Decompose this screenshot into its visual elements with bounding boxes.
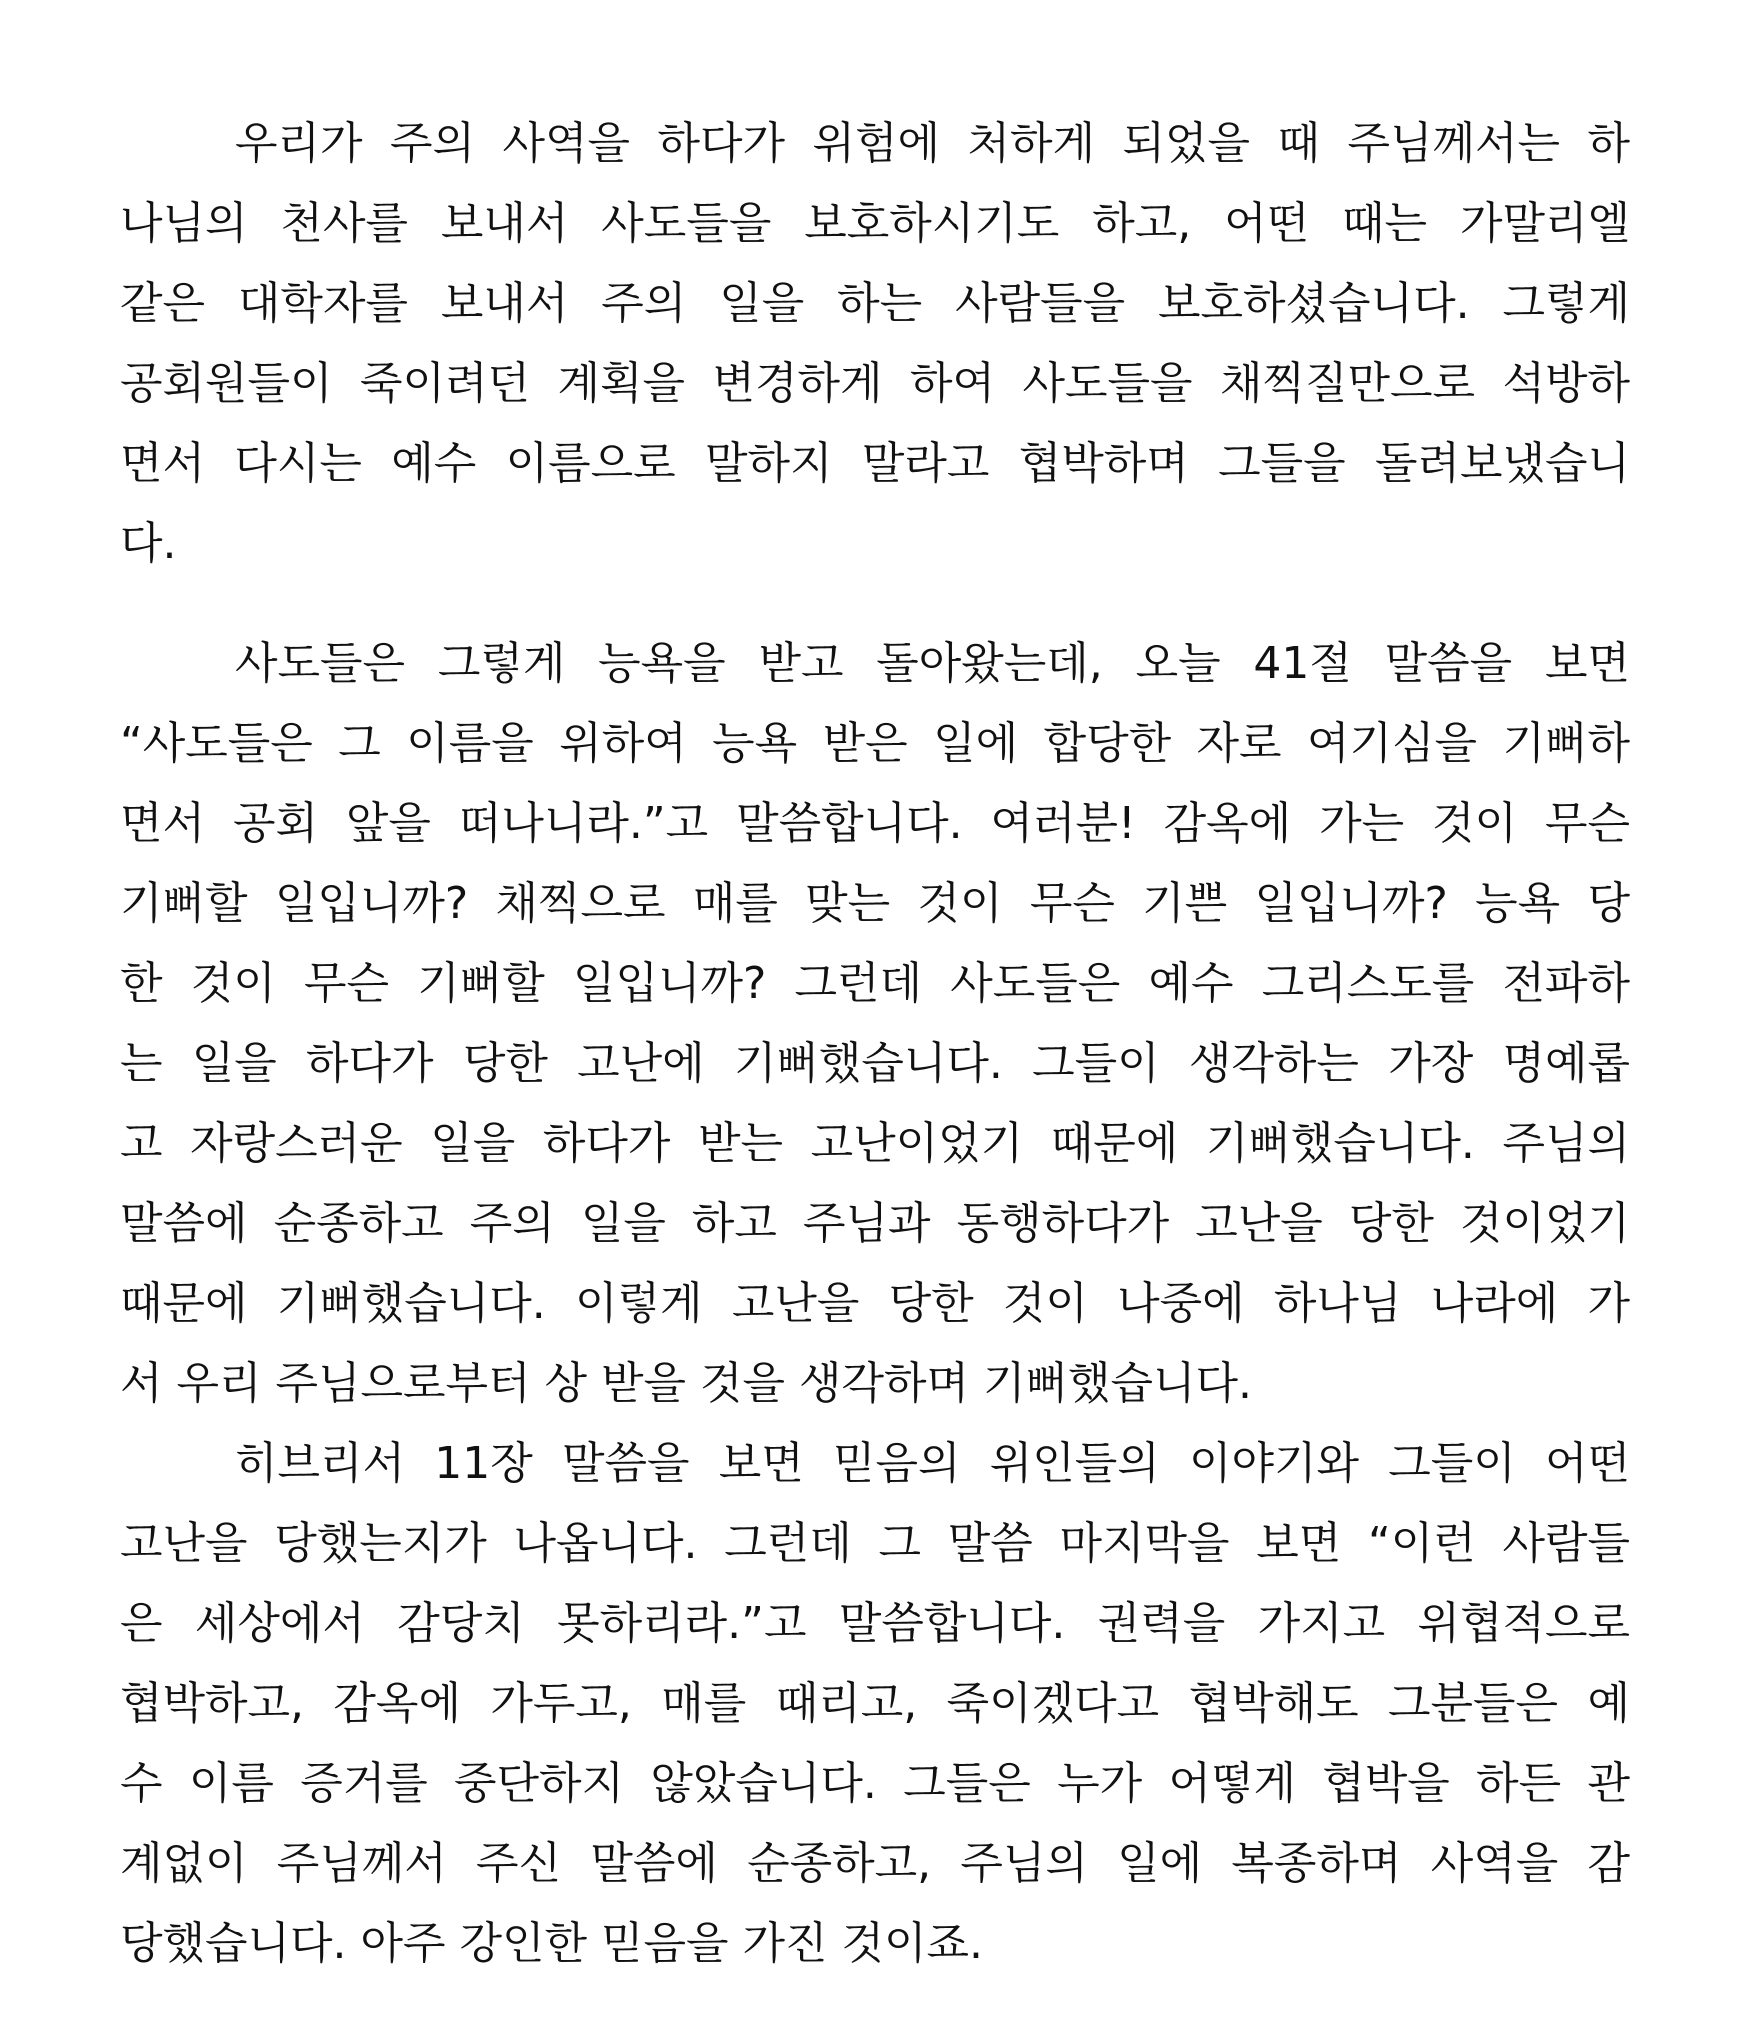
- paragraph-line: 말씀에 순종하고 주의 일을 하고 주님과 동행하다가 고난을 당한 것이었기: [120, 1198, 1630, 1249]
- paragraph-line: 때문에 기뻐했습니다. 이렇게 고난을 당한 것이 나중에 하나님 나라에 가: [120, 1278, 1630, 1329]
- paragraph-line: 우리가 주의 사역을 하다가 위험에 처하게 되었을 때 주님께서는 하: [235, 118, 1630, 169]
- paragraph-line: 협박하고, 감옥에 가두고, 매를 때리고, 죽이겠다고 협박해도 그분들은 예: [120, 1678, 1630, 1729]
- paragraph-3: [120, 1424, 1630, 1984]
- paragraph-line: 고 자랑스러운 일을 하다가 받는 고난이었기 때문에 기뻐했습니다. 주님의: [120, 1118, 1630, 1169]
- paragraph-line: 나님의 천사를 보내서 사도들을 보호하시기도 하고, 어떤 때는 가말리엘: [120, 198, 1630, 249]
- paragraph-line: 서 우리 주님으로부터 상 받을 것을 생각하며 기뻐했습니다.: [120, 1358, 1252, 1409]
- paragraph-line: 사도들은 그렇게 능욕을 받고 돌아왔는데, 오늘 41절 말씀을 보면: [235, 638, 1630, 689]
- paragraph-line: 면서 공회 앞을 떠나니라.”고 말씀합니다. 여러분! 감옥에 가는 것이 무슨: [120, 798, 1630, 849]
- paragraph-line: 면서 다시는 예수 이름으로 말하지 말라고 협박하며 그들을 돌려보냈습니: [120, 438, 1630, 489]
- paragraph-line: 고난을 당했는지가 나옵니다. 그런데 그 말씀 마지막을 보면 “이런 사람들: [120, 1518, 1630, 1569]
- paragraph-line: 공회원들이 죽이려던 계획을 변경하게 하여 사도들을 채찍질만으로 석방하: [120, 358, 1630, 409]
- paragraph-line: 은 세상에서 감당치 못하리라.”고 말씀합니다. 권력을 가지고 위협적으로: [120, 1598, 1630, 1649]
- paragraph-line: 당했습니다. 아주 강인한 믿음을 가진 것이죠.: [120, 1918, 983, 1969]
- paragraph-line: 같은 대학자를 보내서 주의 일을 하는 사람들을 보호하셨습니다. 그렇게: [120, 278, 1630, 329]
- paragraph-line: 계없이 주님께서 주신 말씀에 순종하고, 주님의 일에 복종하며 사역을 감: [120, 1838, 1630, 1889]
- paragraph-line: 한 것이 무슨 기뻐할 일입니까? 그런데 사도들은 예수 그리스도를 전파하: [120, 958, 1630, 1009]
- paragraph-line: 수 이름 증거를 중단하지 않았습니다. 그들은 누가 어떻게 협박을 하든 관: [120, 1758, 1630, 1809]
- paragraph-2: [120, 624, 1630, 1424]
- paragraph-line: “사도들은 그 이름을 위하여 능욕 받은 일에 합당한 자로 여기심을 기뻐하: [120, 718, 1630, 769]
- paragraph-line: 기뻐할 일입니까? 채찍으로 매를 맞는 것이 무슨 기쁜 일입니까? 능욕 당: [120, 878, 1630, 929]
- paragraph-1: [120, 104, 1630, 584]
- paragraph-line: 히브리서 11장 말씀을 보면 믿음의 위인들의 이야기와 그들이 어떤: [235, 1438, 1630, 1489]
- paragraph-line: 다.: [120, 518, 177, 569]
- paragraph-line: 는 일을 하다가 당한 고난에 기뻐했습니다. 그들이 생각하는 가장 명예롭: [120, 1038, 1630, 1089]
